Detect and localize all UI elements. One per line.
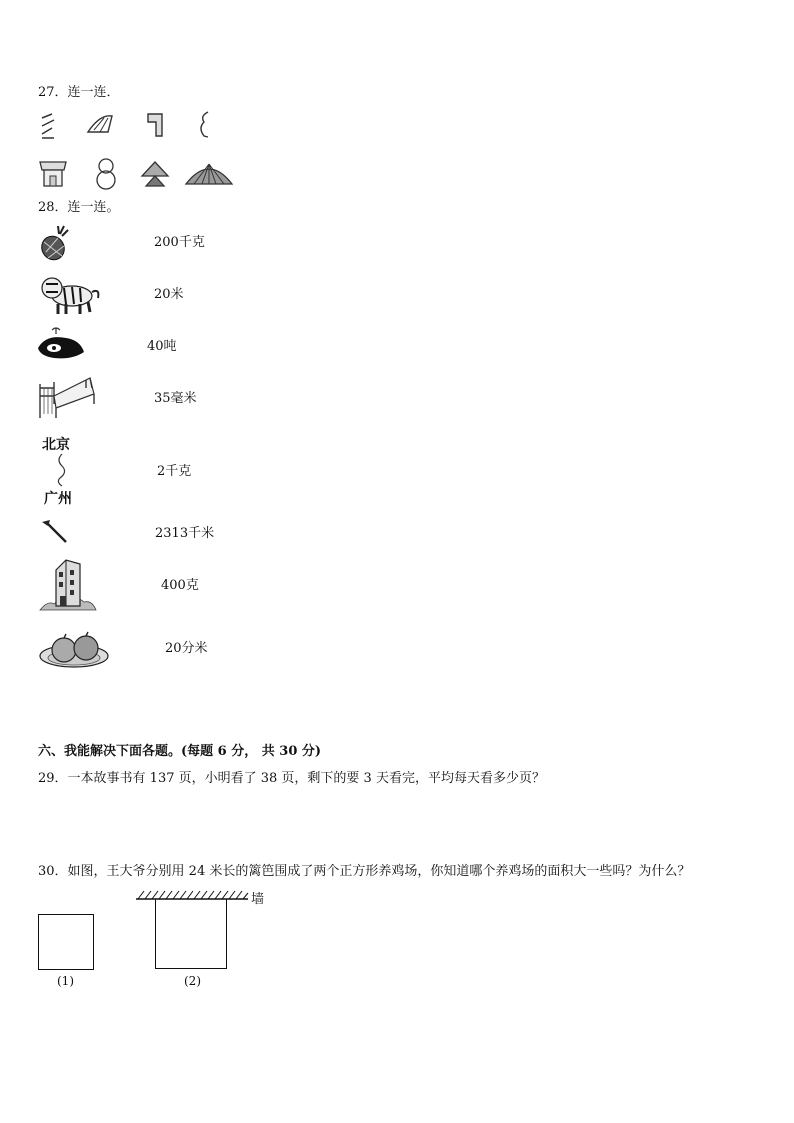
q28-label-6: 2313千米 bbox=[155, 526, 215, 541]
square-2 bbox=[155, 899, 227, 969]
beijing-guangzhou-map-icon bbox=[52, 452, 72, 488]
umbrella-full-icon bbox=[184, 160, 234, 188]
map-beijing-text: 北京 bbox=[42, 437, 70, 453]
pineapple-icon bbox=[38, 224, 72, 262]
gourd-full-icon bbox=[94, 156, 118, 190]
q28-label-4: 35毫米 bbox=[154, 391, 197, 406]
q28-label-1: 200千克 bbox=[154, 235, 205, 250]
apples-plate-icon bbox=[38, 628, 110, 670]
q28-label-5: 2千克 bbox=[157, 464, 192, 479]
q27-title: 27．连一连． bbox=[38, 85, 120, 100]
q29-text: 29．一本故事书有 137 页，小明看了 38 页，剩下的要 3 天看完，平均每天看多少页？ bbox=[38, 771, 545, 786]
half-umbrella-icon bbox=[86, 112, 114, 136]
building-icon bbox=[38, 556, 98, 612]
square-1 bbox=[38, 914, 94, 970]
fig1-label: (1) bbox=[57, 974, 74, 988]
tiger-icon bbox=[36, 272, 102, 316]
wall-label: 墙 bbox=[251, 892, 265, 907]
q28-label-8: 20分米 bbox=[165, 641, 208, 656]
whale-icon bbox=[36, 326, 86, 362]
map-guangzhou-text: 广州 bbox=[44, 491, 72, 507]
bed-icon bbox=[36, 374, 96, 420]
q30-text: 30．如图，王大爷分别用 24 米长的篱笆围成了两个正方形养鸡场，你知道哪个养鸡场的面积大一些吗？为什么？ bbox=[38, 864, 691, 879]
house-full-icon bbox=[38, 160, 68, 188]
fig2-label: (2) bbox=[184, 974, 201, 988]
q28-label-2: 20米 bbox=[154, 287, 184, 302]
half-gourd-icon bbox=[198, 110, 212, 140]
q28-label-7: 400克 bbox=[161, 578, 199, 593]
nail-icon bbox=[40, 518, 70, 548]
q28-label-3: 40吨 bbox=[147, 339, 177, 354]
q28-title: 28．连一连。 bbox=[38, 200, 120, 215]
half-shape-1-icon bbox=[38, 112, 58, 142]
section-6-heading: 六、我能解决下面各题。(每题 6 分， 共 30 分) bbox=[38, 744, 322, 759]
pyramid-fish-icon bbox=[140, 160, 170, 188]
half-house-icon bbox=[146, 112, 166, 138]
